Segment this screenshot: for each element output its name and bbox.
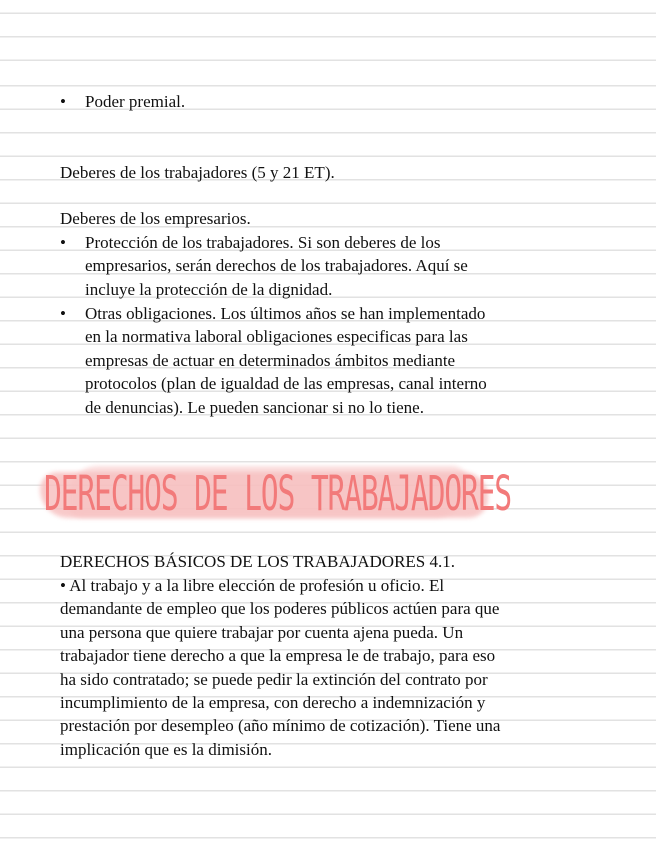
list-item [60,231,468,301]
derechos-paragraph: • Al trabajo y a la libre elección de profesión u oficio. El demandante de empleo que los poderes públicos actúen para que una persona que quiere trabajar por cuenta ajena pueda. Un trabajador tiene derecho a que la empresa le de trabajo, para eso ha sido contratado; se puede pedir la extinción del contrato por incumplimiento de la empresa, con derecho a indemnización y prestación por desempleo (año mínimo de cotización). Tiene una implicación que es la dimisión. [60,576,501,759]
deberes-empresarios-line: Deberes de los empresarios. [60,209,251,228]
section-heading [38,462,511,532]
subheading: DERECHOS BÁSICOS DE LOS TRABAJADORES 4.1. [60,552,455,571]
list-item [60,90,185,113]
deberes-trabajadores-line: Deberes de los trabajadores (5 y 21 ET). [60,163,335,182]
bullet-glyph: • [60,304,66,323]
list-item-text: Poder premial. [85,92,186,111]
bullet-glyph: • [60,233,66,252]
list-item-text: Protección de los trabajadores. Si son deberes de los empresarios, serán derechos de los trabajadores. Aquí se incluye la protección de la dignidad. [85,233,468,299]
bullet-glyph: • [60,92,66,111]
section-heading-text: DERECHOS DE LOS TRABAJADORES [44,466,511,522]
list-item [60,302,487,419]
list-item-text: Otras obligaciones. Los últimos años se han implementado en la normativa laboral obligaciones especificas para las empresas de actuar en determinados ámbitos mediante protocolos (plan de igualdad de las empresas, canal interno de denuncias). Le pueden sancionar si no lo tiene. [85,304,487,417]
